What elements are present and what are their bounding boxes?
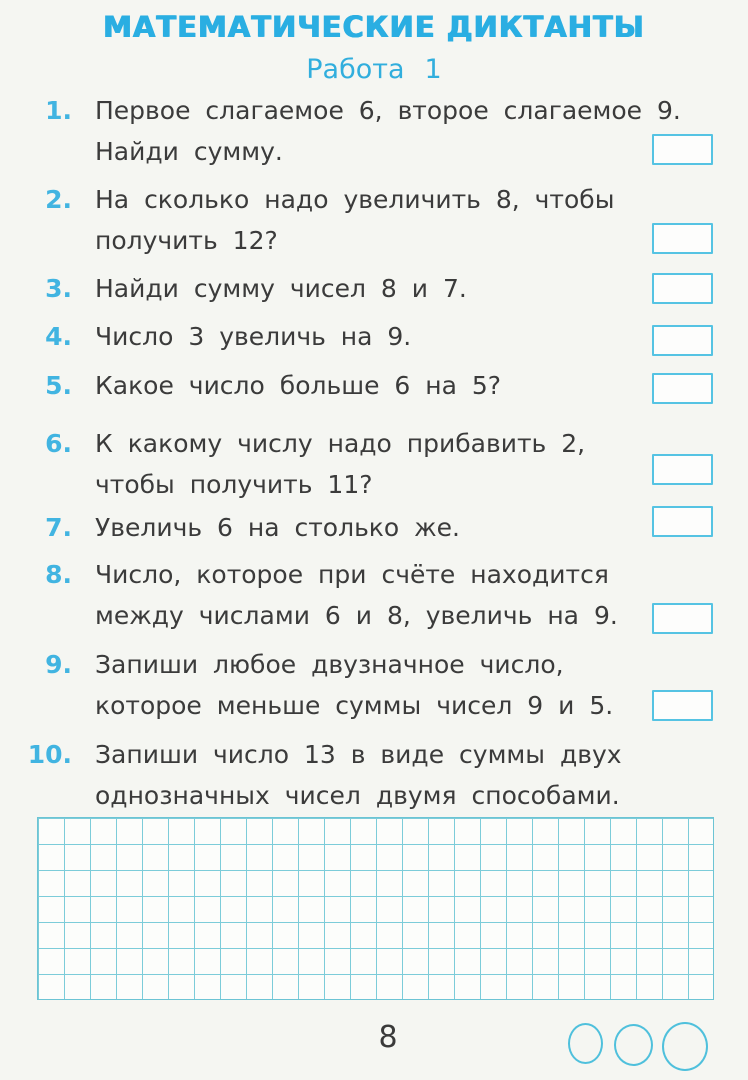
question-text-line: Число, которое при счёте находится (95, 560, 609, 589)
question-text-line: между числами 6 и 8, увеличь на 9. (95, 601, 618, 630)
answer-box-q9[interactable] (652, 690, 713, 721)
work-subtitle (0, 54, 748, 85)
question-number: 7. (45, 513, 72, 542)
question-number: 4. (45, 322, 72, 351)
grid-paper-workspace[interactable] (37, 817, 714, 1000)
answer-box-q4[interactable] (652, 325, 713, 356)
question-number: 10. (27, 740, 72, 769)
question-number: 2. (45, 185, 72, 214)
self-assessment-circle-2[interactable] (614, 1024, 653, 1066)
question-number: 5. (45, 371, 72, 400)
question-text-line: которое меньше суммы чисел 9 и 5. (95, 691, 614, 720)
question-number: 9. (45, 650, 72, 679)
question-text-line: На сколько надо увеличить 8, чтобы (95, 185, 615, 214)
question-number: 8. (45, 560, 72, 589)
work-subtitle-label: Работа (306, 54, 405, 85)
answer-box-q6[interactable] (652, 454, 713, 485)
work-subtitle-number: 1 (424, 54, 442, 85)
self-assessment-circle-3[interactable] (662, 1022, 708, 1071)
page-title: МАТЕМАТИЧЕСКИЕ ДИКТАНТЫ (103, 10, 645, 44)
question-text-line: Увеличь 6 на столько же. (95, 513, 460, 542)
answer-box-q2[interactable] (652, 223, 713, 254)
question-text-line: К какому числу надо прибавить 2, (95, 429, 586, 458)
question-text-line: Найди сумму чисел 8 и 7. (95, 274, 467, 303)
question-text-line: Какое число больше 6 на 5? (95, 371, 502, 400)
answer-box-q8[interactable] (652, 603, 713, 634)
question-text-line: однозначных чисел двумя способами. (95, 781, 620, 810)
page-number: 8 (378, 1020, 398, 1055)
answer-box-q5[interactable] (652, 373, 713, 404)
question-number: 1. (45, 96, 72, 125)
question-text-line: Запиши любое двузначное число, (95, 650, 564, 679)
question-number: 6. (45, 429, 72, 458)
question-number: 3. (45, 274, 72, 303)
answer-box-q3[interactable] (652, 273, 713, 304)
question-text-line: Число 3 увеличь на 9. (95, 322, 412, 351)
question-text-line: получить 12? (95, 226, 278, 255)
question-text-line: чтобы получить 11? (95, 470, 373, 499)
question-text-line: Первое слагаемое 6, второе слагаемое 9. (95, 96, 681, 125)
answer-box-q1[interactable] (652, 134, 713, 165)
question-text-line: Запиши число 13 в виде суммы двух (95, 740, 622, 769)
question-text-line: Найди сумму. (95, 137, 283, 166)
answer-box-q7[interactable] (652, 506, 713, 537)
self-assessment-circle-1[interactable] (568, 1023, 603, 1064)
